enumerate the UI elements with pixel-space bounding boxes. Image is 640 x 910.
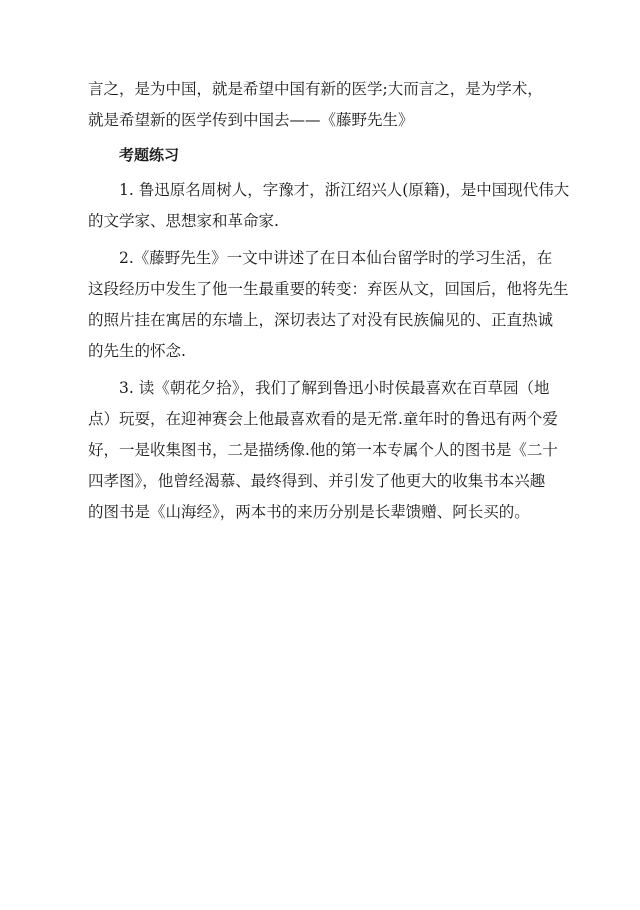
question-3-line-4: 四孝图》，他曾经渴慕、最终得到、并引发了他更大的收集书本兴趣 xyxy=(88,472,546,490)
question-1-line-1: 1. 鲁迅原名周树人，字豫才，浙江绍兴人(原籍)，是中国现代伟大 xyxy=(119,181,570,199)
question-1 xyxy=(88,175,570,237)
intro-line-1: 言之，是为中国，就是希望中国有新的医学;大而言之，是为学术， xyxy=(88,80,543,98)
question-3-line-2: 点）玩耍，在迎神赛会上他最喜欢看的是无常.童年时的鲁迅有两个爱 xyxy=(88,410,558,428)
question-1-line-2: 的文学家、思想家和革命家. xyxy=(88,212,279,230)
document-page xyxy=(88,74,570,534)
question-3-line-3: 好，一是收集图书，二是描绣像.他的第一本专属个人的图书是《二十 xyxy=(88,441,558,459)
question-3 xyxy=(88,373,562,528)
intro-paragraph xyxy=(88,74,562,136)
intro-line-2: 就是希望新的医学传到中国去——《藤野先生》 xyxy=(88,111,414,129)
question-2-line-1: 2.《藤野先生》一文中讲述了在日本仙台留学时的学习生活，在 xyxy=(119,249,553,267)
question-2 xyxy=(88,243,569,367)
question-2-line-3: 的照片挂在寓居的东墙上，深切表达了对没有民族偏见的、正直热诚 xyxy=(88,311,554,329)
section-title: 考题练习 xyxy=(119,146,180,164)
question-2-line-4: 的先生的怀念. xyxy=(88,342,186,360)
question-3-line-1: 3. 读《朝花夕拾》，我们了解到鲁迅小时侯最喜欢在百草园（地 xyxy=(119,379,550,397)
question-2-line-2: 这段经历中发生了他一生最重要的转变：弃医从文，回国后，他将先生 xyxy=(88,280,569,298)
question-3-line-5: 的图书是《山海经》，两本书的来历分别是长辈馈赠、阿长买的。 xyxy=(88,503,530,521)
